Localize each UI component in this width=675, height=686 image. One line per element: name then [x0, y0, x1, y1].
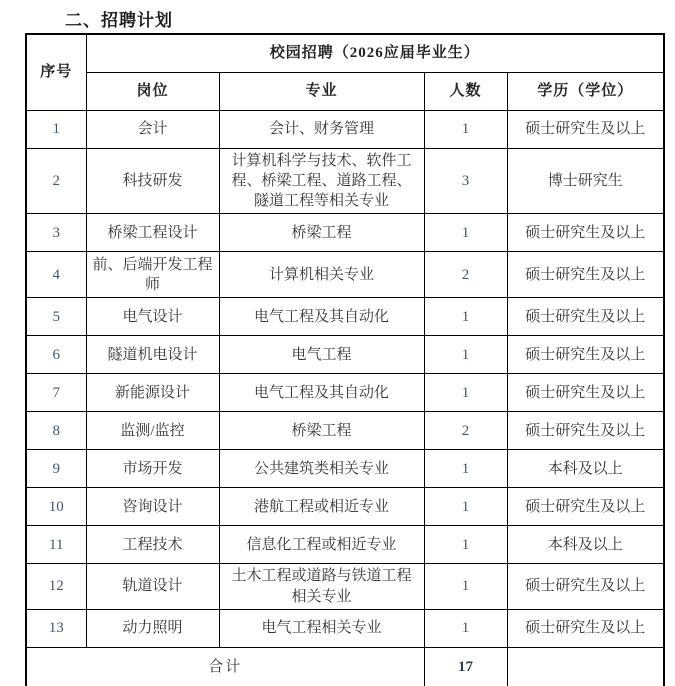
row-number-cell: 7	[26, 374, 86, 412]
table-row	[26, 148, 664, 214]
total-row	[26, 647, 664, 686]
page-title: 二、招聘计划	[65, 11, 173, 30]
count-cell: 1	[424, 450, 507, 488]
row-number-cell: 10	[26, 488, 86, 526]
header-row-number: 序号	[26, 34, 86, 110]
count-cell: 1	[424, 298, 507, 336]
table-row	[26, 298, 664, 336]
major-cell: 土木工程或道路与铁道工程相关专业	[219, 564, 424, 610]
major-cell: 电气工程相关专业	[219, 609, 424, 647]
major-cell: 桥梁工程	[219, 412, 424, 450]
position-cell: 咨询设计	[86, 488, 219, 526]
table-row	[26, 374, 664, 412]
table-row	[26, 609, 664, 647]
table-row	[26, 450, 664, 488]
row-number-cell: 8	[26, 412, 86, 450]
education-cell: 硕士研究生及以上	[507, 298, 664, 336]
major-cell: 电气工程及其自动化	[219, 298, 424, 336]
major-cell: 计算机相关专业	[219, 252, 424, 298]
position-cell: 科技研发	[86, 148, 219, 214]
total-label-cell: 合计	[26, 647, 424, 686]
table-row	[26, 526, 664, 564]
total-education-cell	[507, 647, 664, 686]
row-number-cell: 13	[26, 609, 86, 647]
row-number-cell: 3	[26, 214, 86, 252]
table-row	[26, 412, 664, 450]
row-number-cell: 9	[26, 450, 86, 488]
position-cell: 隧道机电设计	[86, 336, 219, 374]
row-number-cell: 1	[26, 110, 86, 148]
major-cell: 计算机科学与技术、软件工程、桥梁工程、道路工程、隧道工程等相关专业	[219, 148, 424, 214]
header-education: 学历（学位）	[507, 72, 664, 110]
count-cell: 2	[424, 412, 507, 450]
count-cell: 1	[424, 609, 507, 647]
count-cell: 1	[424, 214, 507, 252]
position-cell: 新能源设计	[86, 374, 219, 412]
recruitment-plan-table	[25, 33, 665, 686]
education-cell: 硕士研究生及以上	[507, 412, 664, 450]
table-row	[26, 564, 664, 610]
table-row	[26, 110, 664, 148]
header-group-title: 校园招聘（2026应届毕业生）	[86, 34, 664, 72]
major-cell: 会计、财务管理	[219, 110, 424, 148]
count-cell: 1	[424, 526, 507, 564]
position-cell: 监测/监控	[86, 412, 219, 450]
count-cell: 1	[424, 336, 507, 374]
position-cell: 桥梁工程设计	[86, 214, 219, 252]
major-cell: 公共建筑类相关专业	[219, 450, 424, 488]
row-number-cell: 5	[26, 298, 86, 336]
education-cell: 博士研究生	[507, 148, 664, 214]
row-number-cell: 11	[26, 526, 86, 564]
count-cell: 1	[424, 488, 507, 526]
education-cell: 硕士研究生及以上	[507, 252, 664, 298]
table-row	[26, 336, 664, 374]
education-cell: 硕士研究生及以上	[507, 214, 664, 252]
major-cell: 信息化工程或相近专业	[219, 526, 424, 564]
position-cell: 电气设计	[86, 298, 219, 336]
total-count-cell: 17	[424, 647, 507, 686]
table-row	[26, 214, 664, 252]
position-cell: 前、后端开发工程师	[86, 252, 219, 298]
header-position: 岗位	[86, 72, 219, 110]
position-cell: 工程技术	[86, 526, 219, 564]
education-cell: 硕士研究生及以上	[507, 374, 664, 412]
row-number-cell: 2	[26, 148, 86, 214]
education-cell: 硕士研究生及以上	[507, 488, 664, 526]
row-number-cell: 4	[26, 252, 86, 298]
header-row-group	[26, 34, 664, 72]
table-row	[26, 252, 664, 298]
education-cell: 硕士研究生及以上	[507, 336, 664, 374]
education-cell: 硕士研究生及以上	[507, 564, 664, 610]
count-cell: 2	[424, 252, 507, 298]
education-cell: 本科及以上	[507, 526, 664, 564]
major-cell: 港航工程或相近专业	[219, 488, 424, 526]
count-cell: 1	[424, 374, 507, 412]
row-number-cell: 12	[26, 564, 86, 610]
position-cell: 动力照明	[86, 609, 219, 647]
count-cell: 1	[424, 110, 507, 148]
header-major: 专业	[219, 72, 424, 110]
education-cell: 硕士研究生及以上	[507, 110, 664, 148]
position-cell: 市场开发	[86, 450, 219, 488]
major-cell: 电气工程	[219, 336, 424, 374]
count-cell: 1	[424, 564, 507, 610]
header-count: 人数	[424, 72, 507, 110]
row-number-cell: 6	[26, 336, 86, 374]
major-cell: 桥梁工程	[219, 214, 424, 252]
position-cell: 轨道设计	[86, 564, 219, 610]
header-row-columns	[26, 72, 664, 110]
table-row	[26, 488, 664, 526]
education-cell: 本科及以上	[507, 450, 664, 488]
count-cell: 3	[424, 148, 507, 214]
position-cell: 会计	[86, 110, 219, 148]
education-cell: 硕士研究生及以上	[507, 609, 664, 647]
major-cell: 电气工程及其自动化	[219, 374, 424, 412]
